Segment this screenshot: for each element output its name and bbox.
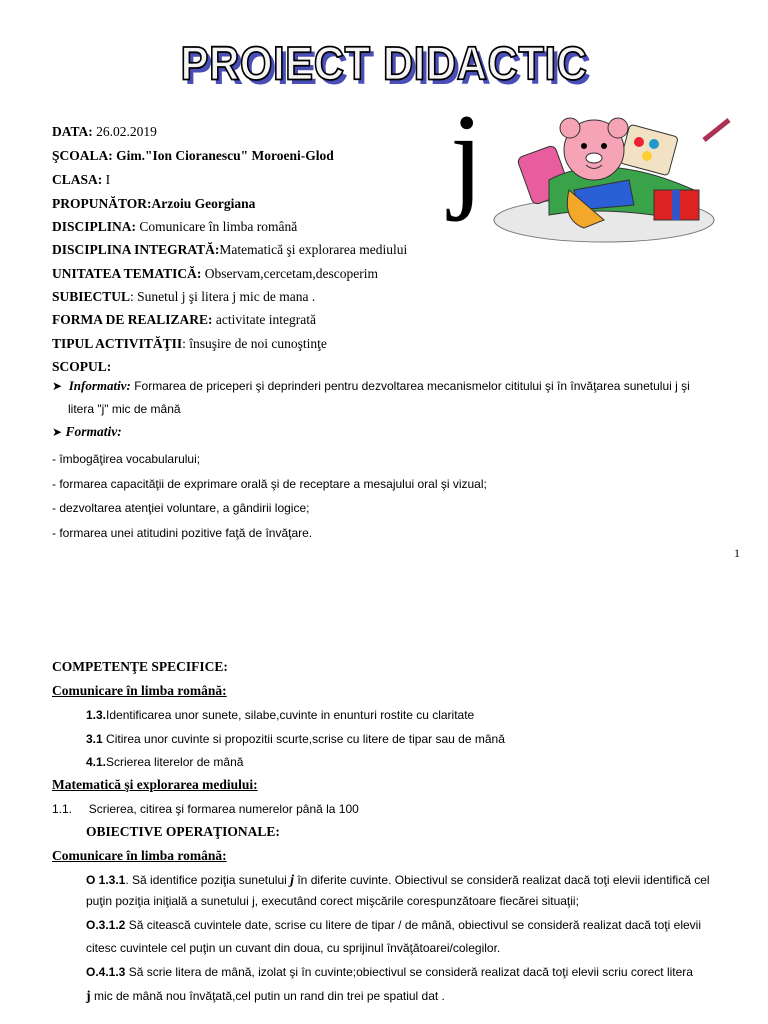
field-date: DATA: 26.02.2019 xyxy=(52,124,157,139)
scope-formativ: ➤ Formativ: xyxy=(52,424,122,439)
field-school: ŞCOALA: Gim."Ion Cioranescu" Moroeni-Glod xyxy=(52,148,334,163)
competence-item: 4.1.Scrierea literelor de mână xyxy=(86,755,244,769)
field-integrated-discipline: DISCIPLINA INTEGRATĂ:Matematică şi explorarea mediului xyxy=(52,242,408,257)
letter-j-illustration: j xyxy=(450,89,484,222)
competences-section-math: Matematică şi explorarea mediului: xyxy=(52,777,258,792)
list-item: - formarea capacităţii de exprimare orală şi de receptare a mesajului oral şi vizual; xyxy=(52,477,487,491)
competence-item: 1.1. Scrierea, citirea şi formarea numerelor până la 100 xyxy=(52,802,359,816)
field-discipline: DISCIPLINA: Comunicare în limba română xyxy=(52,219,298,234)
objective-item-cont: j mic de mână nou învăţată,cel putin un rand din trei pe spatiul dat . xyxy=(86,989,445,1004)
competences-heading: COMPETENŢE SPECIFICE: xyxy=(52,659,228,674)
objectives-heading: OBIECTIVE OPERAŢIONALE: xyxy=(86,824,280,839)
objective-item: O 1.3.1. Să identifice poziţia sunetului j în diferite cuvinte. Obiectivul se consideră realizat dacă toţi elevii identifică cel xyxy=(86,873,710,888)
arrow-bullet-icon: ➤ xyxy=(52,379,63,393)
objective-item-cont: citesc cuvintele cel puţin un cuvant din doua, cu sprijinul învăţătoarei/colegilor. xyxy=(86,941,501,955)
competence-item: 1.3.Identificarea unor sunete, silabe,cuvinte in enunturi rostite cu claritate xyxy=(86,708,475,722)
field-thematic-unit: UNITATEA TEMATICĂ: Observam,cercetam,descoperim xyxy=(52,266,378,281)
competence-item: 3.1 Citirea unor cuvinte si propozitii scurte,scrise cu litere de tipar sau de mână xyxy=(86,732,505,746)
list-item: - formarea unei atitudini pozitive faţă de învăţare. xyxy=(52,526,313,540)
field-activity-type: TIPUL ACTIVITĂŢII: însuşire de noi cunoştinţe xyxy=(52,336,327,351)
arrow-bullet-icon: ➤ xyxy=(52,425,63,439)
page-number: 1 xyxy=(734,546,740,560)
teddy-bear-toys-icon xyxy=(454,110,754,250)
competences-section-romanian: Comunicare în limba română: xyxy=(52,683,227,698)
document-title: PROIECT DIDACTIC xyxy=(180,37,588,90)
field-scope: SCOPUL: xyxy=(52,359,112,374)
field-class: CLASA: I xyxy=(52,172,111,187)
objective-item: O.4.1.3 Să scrie litera de mână, izolat şi în cuvinte;obiectivul se consideră realizat dacă toţi elevii scriu corect litera xyxy=(86,965,693,979)
objective-item: O.3.1.2 Să citească cuvintele date, scrise cu litere de tipar / de mână, obiectivul se consideră realizat dacă toţi elevii xyxy=(86,918,701,932)
objective-item-cont: puţin poziţia iniţială a sunetului j, executând corect mişcările corespunzătoare fiecărei situaţii; xyxy=(86,894,579,908)
scope-informativ: ➤ Informativ: Formarea de priceperi şi deprinderi pentru dezvoltarea mecanismelor cititului şi în învăţarea sunetului j şi xyxy=(52,378,690,393)
field-proposer: PROPUNĂTOR:Arzoiu Georgiana xyxy=(52,196,256,211)
list-item: - dezvoltarea atenţiei voluntare, a gândirii logice; xyxy=(52,501,310,515)
list-item: - îmbogăţirea vocabularului; xyxy=(52,452,201,466)
scope-informativ-cont: litera "j" mic de mână xyxy=(68,402,181,416)
objectives-section-romanian: Comunicare în limba română: xyxy=(52,848,227,863)
field-form: FORMA DE REALIZARE: activitate integrată xyxy=(52,312,316,327)
field-subject: SUBIECTUL: Sunetul j şi litera j mic de mana . xyxy=(52,289,316,304)
